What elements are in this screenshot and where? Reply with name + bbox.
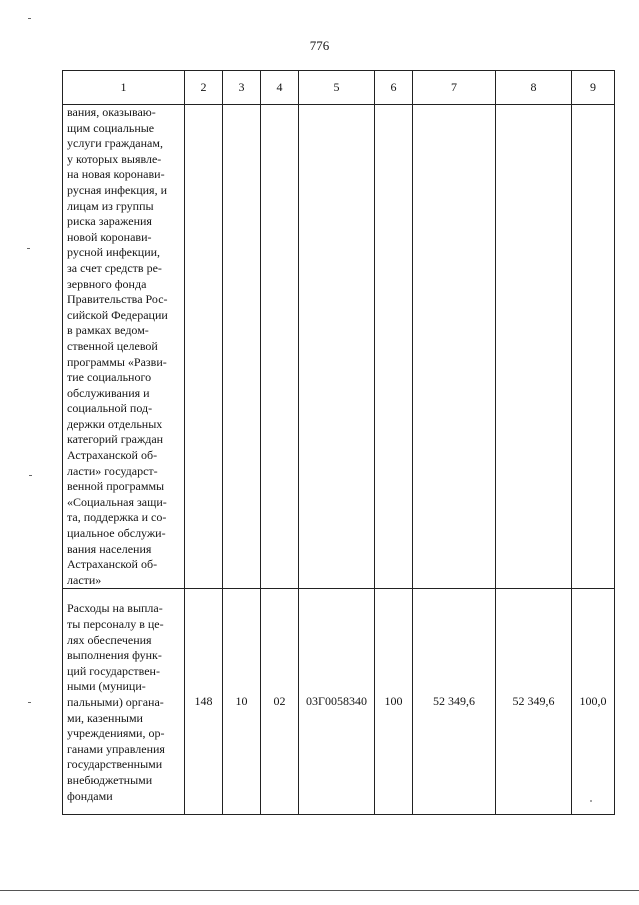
header-cell-2: 2 [185, 71, 223, 105]
cell-target-code: 03Г0058340 [299, 589, 375, 815]
header-cell-7: 7 [413, 71, 496, 105]
cell-planned-amount [413, 105, 496, 589]
cell-section [223, 105, 261, 589]
row-description: вания, оказываю- щим социальные услуги гражданам, у которых выявле- на новая коронави- русная инфекция, и лицам из группы риска заражения новой коронави- русной инфекции, за счет средств ре- зервного фонда Правительства Рос- сийской Федерации в рамках ведом- ственной целевой программы «Разви- тие социального обслуживания и социальной под- держки отдельных категорий граждан Астраханской об- ласти» государст- венной программы «Социальная защи- та, поддержка и со- циальное обслужи- вания населения Астраханской об- ласти» [63, 105, 185, 589]
budget-table [62, 70, 615, 815]
scan-mark [29, 475, 32, 476]
cell-planned-amount: 52 349,6 [413, 589, 496, 815]
cell-target-code [299, 105, 375, 589]
cell-admin-code: 148 [185, 589, 223, 815]
row-description: Расходы на выпла- ты персоналу в це- лях обеспечения выполнения функ- ций государствен- ными (муници- пальными) органа- ми, казенными учреждениями, ор- ганами управления государственными внебюджетными фондами [63, 589, 185, 815]
scan-mark [27, 248, 30, 249]
header-row [63, 71, 615, 105]
header-cell-9: 9 [572, 71, 615, 105]
cell-executed-amount [496, 105, 572, 589]
scan-speck [590, 800, 592, 802]
header-cell-4: 4 [261, 71, 299, 105]
scan-mark [28, 18, 31, 19]
page-number: 776 [309, 38, 330, 53]
cell-subsection: 02 [261, 589, 299, 815]
cell-execution-percent: 100,0 [572, 589, 615, 815]
scan-mark [28, 702, 31, 703]
cell-execution-percent [572, 105, 615, 589]
header-cell-8: 8 [496, 71, 572, 105]
cell-executed-amount: 52 349,6 [496, 589, 572, 815]
cell-admin-code [185, 105, 223, 589]
header-cell-3: 3 [223, 71, 261, 105]
table-row [63, 105, 615, 589]
header-cell-5: 5 [299, 71, 375, 105]
cell-section: 10 [223, 589, 261, 815]
cell-expense-type: 100 [375, 589, 413, 815]
table-row [63, 589, 615, 815]
cell-expense-type [375, 105, 413, 589]
header-cell-1: 1 [63, 71, 185, 105]
cell-subsection [261, 105, 299, 589]
bottom-edge-rule [0, 890, 639, 891]
header-cell-6: 6 [375, 71, 413, 105]
